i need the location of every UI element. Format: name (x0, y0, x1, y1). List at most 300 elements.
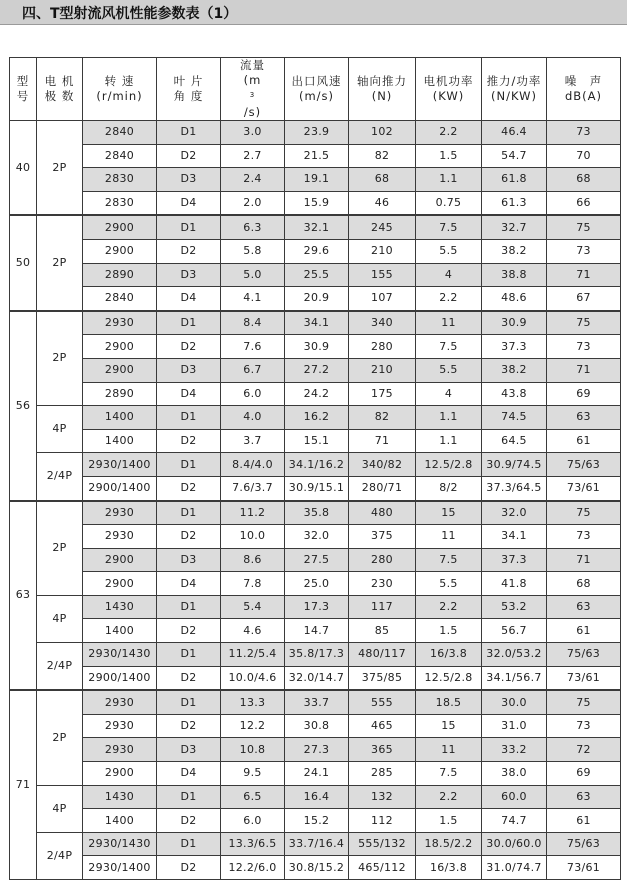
table-row (10, 690, 621, 714)
axial-thrust-cell: 375/85 (349, 666, 416, 690)
table-row (10, 666, 621, 690)
model-cell: 40 (10, 121, 37, 216)
thrust-per-power-cell: 64.5 (482, 429, 547, 453)
outlet-velocity-cell: 21.5 (285, 144, 349, 168)
thrust-per-power-cell: 37.3 (482, 548, 547, 572)
title-bar (0, 0, 627, 25)
performance-table (9, 57, 621, 880)
table-row (10, 287, 621, 311)
thrust-per-power-cell: 46.4 (482, 121, 547, 145)
axial-thrust-cell: 175 (349, 382, 416, 406)
motor-power-cell: 5.5 (416, 239, 482, 263)
flow-cell: 5.8 (221, 239, 285, 263)
motor-power-cell: 11 (416, 525, 482, 549)
blade-angle-cell: D1 (157, 311, 221, 335)
motor-power-cell: 2.2 (416, 287, 482, 311)
header-outlet-velocity: 出口风速 (m/s) (285, 58, 349, 121)
thrust-per-power-cell: 30.0/60.0 (482, 832, 547, 856)
thrust-per-power-cell: 32.0 (482, 501, 547, 525)
axial-thrust-cell: 245 (349, 215, 416, 239)
outlet-velocity-cell: 33.7 (285, 690, 349, 714)
speed-cell: 2830 (83, 191, 157, 215)
outlet-velocity-cell: 34.1/16.2 (285, 453, 349, 477)
axial-thrust-cell: 555 (349, 690, 416, 714)
noise-cell: 72 (547, 738, 621, 762)
outlet-velocity-cell: 25.5 (285, 263, 349, 287)
table-row (10, 501, 621, 525)
motor-power-cell: 1.1 (416, 168, 482, 192)
axial-thrust-cell: 340 (349, 311, 416, 335)
speed-cell: 2930 (83, 690, 157, 714)
outlet-velocity-cell: 30.9 (285, 335, 349, 359)
axial-thrust-cell: 230 (349, 572, 416, 596)
thrust-per-power-cell: 38.2 (482, 239, 547, 263)
speed-cell: 2930 (83, 525, 157, 549)
thrust-per-power-cell: 34.1/56.7 (482, 666, 547, 690)
thrust-per-power-cell: 31.0/74.7 (482, 856, 547, 880)
axial-thrust-cell: 280 (349, 548, 416, 572)
table-row (10, 762, 621, 786)
thrust-per-power-cell: 33.2 (482, 738, 547, 762)
motor-power-cell: 2.2 (416, 595, 482, 619)
thrust-per-power-cell: 53.2 (482, 595, 547, 619)
flow-cell: 7.6 (221, 335, 285, 359)
table-row (10, 215, 621, 239)
flow-cell: 6.0 (221, 809, 285, 833)
poles-cell: 2/4P (37, 643, 83, 691)
outlet-velocity-cell: 14.7 (285, 619, 349, 643)
motor-power-cell: 1.5 (416, 809, 482, 833)
speed-cell: 2900 (83, 548, 157, 572)
table-row (10, 619, 621, 643)
noise-cell: 75 (547, 501, 621, 525)
speed-cell: 2900 (83, 762, 157, 786)
noise-cell: 71 (547, 263, 621, 287)
axial-thrust-cell: 155 (349, 263, 416, 287)
motor-power-cell: 15 (416, 714, 482, 738)
noise-cell: 73 (547, 239, 621, 263)
speed-cell: 2900 (83, 239, 157, 263)
motor-power-cell: 12.5/2.8 (416, 666, 482, 690)
blade-angle-cell: D1 (157, 453, 221, 477)
motor-power-cell: 5.5 (416, 572, 482, 596)
outlet-velocity-cell: 24.1 (285, 762, 349, 786)
outlet-velocity-cell: 15.9 (285, 191, 349, 215)
table-row (10, 406, 621, 430)
axial-thrust-cell: 465/112 (349, 856, 416, 880)
speed-cell: 2830 (83, 168, 157, 192)
thrust-per-power-cell: 74.7 (482, 809, 547, 833)
thrust-per-power-cell: 38.8 (482, 263, 547, 287)
outlet-velocity-cell: 25.0 (285, 572, 349, 596)
flow-cell: 13.3/6.5 (221, 832, 285, 856)
flow-cell: 13.3 (221, 690, 285, 714)
flow-cell: 4.1 (221, 287, 285, 311)
axial-thrust-cell: 210 (349, 358, 416, 382)
outlet-velocity-cell: 15.1 (285, 429, 349, 453)
page-title: 四、T型射流风机性能参数表（1） (22, 6, 238, 22)
thrust-per-power-cell: 32.7 (482, 215, 547, 239)
thrust-per-power-cell: 30.0 (482, 690, 547, 714)
blade-angle-cell: D1 (157, 643, 221, 667)
motor-power-cell: 4 (416, 263, 482, 287)
blade-angle-cell: D4 (157, 762, 221, 786)
table-row (10, 856, 621, 880)
outlet-velocity-cell: 35.8/17.3 (285, 643, 349, 667)
motor-power-cell: 4 (416, 382, 482, 406)
motor-power-cell: 1.5 (416, 619, 482, 643)
flow-cell: 7.8 (221, 572, 285, 596)
thrust-per-power-cell: 56.7 (482, 619, 547, 643)
axial-thrust-cell: 132 (349, 785, 416, 809)
flow-cell: 3.0 (221, 121, 285, 145)
motor-power-cell: 12.5/2.8 (416, 453, 482, 477)
outlet-velocity-cell: 35.8 (285, 501, 349, 525)
blade-angle-cell: D1 (157, 785, 221, 809)
speed-cell: 1400 (83, 429, 157, 453)
noise-cell: 61 (547, 809, 621, 833)
thrust-per-power-cell: 38.0 (482, 762, 547, 786)
table-row (10, 239, 621, 263)
noise-cell: 75 (547, 215, 621, 239)
blade-angle-cell: D1 (157, 406, 221, 430)
blade-angle-cell: D2 (157, 619, 221, 643)
table-row (10, 832, 621, 856)
poles-cell: 2P (37, 311, 83, 406)
speed-cell: 2900 (83, 335, 157, 359)
header-blade-angle: 叶 片 角 度 (157, 58, 221, 121)
noise-cell: 73 (547, 714, 621, 738)
table-row (10, 525, 621, 549)
thrust-per-power-cell: 61.3 (482, 191, 547, 215)
noise-cell: 61 (547, 619, 621, 643)
speed-cell: 2930 (83, 738, 157, 762)
table-body (10, 121, 621, 880)
flow-cell: 12.2 (221, 714, 285, 738)
flow-cell: 6.3 (221, 215, 285, 239)
poles-cell: 2P (37, 215, 83, 310)
blade-angle-cell: D1 (157, 215, 221, 239)
speed-cell: 2900/1400 (83, 476, 157, 500)
table-row (10, 548, 621, 572)
motor-power-cell: 11 (416, 311, 482, 335)
blade-angle-cell: D2 (157, 429, 221, 453)
motor-power-cell: 2.2 (416, 785, 482, 809)
blade-angle-cell: D3 (157, 263, 221, 287)
blade-angle-cell: D4 (157, 287, 221, 311)
outlet-velocity-cell: 27.3 (285, 738, 349, 762)
motor-power-cell: 16/3.8 (416, 856, 482, 880)
thrust-per-power-cell: 31.0 (482, 714, 547, 738)
noise-cell: 73/61 (547, 856, 621, 880)
axial-thrust-cell: 71 (349, 429, 416, 453)
model-cell: 50 (10, 215, 37, 310)
axial-thrust-cell: 210 (349, 239, 416, 263)
header-poles: 电 机 极 数 (37, 58, 83, 121)
speed-cell: 2930/1400 (83, 453, 157, 477)
speed-cell: 2840 (83, 144, 157, 168)
noise-cell: 63 (547, 785, 621, 809)
speed-cell: 2900 (83, 572, 157, 596)
outlet-velocity-cell: 32.1 (285, 215, 349, 239)
speed-cell: 2840 (83, 287, 157, 311)
flow-cell: 4.0 (221, 406, 285, 430)
thrust-per-power-cell: 37.3 (482, 335, 547, 359)
noise-cell: 73 (547, 121, 621, 145)
noise-cell: 68 (547, 572, 621, 596)
noise-cell: 70 (547, 144, 621, 168)
axial-thrust-cell: 465 (349, 714, 416, 738)
outlet-velocity-cell: 23.9 (285, 121, 349, 145)
speed-cell: 2900 (83, 358, 157, 382)
blade-angle-cell: D4 (157, 191, 221, 215)
axial-thrust-cell: 375 (349, 525, 416, 549)
blade-angle-cell: D2 (157, 856, 221, 880)
axial-thrust-cell: 82 (349, 406, 416, 430)
outlet-velocity-cell: 27.5 (285, 548, 349, 572)
noise-cell: 69 (547, 762, 621, 786)
outlet-velocity-cell: 16.4 (285, 785, 349, 809)
flow-cell: 10.0/4.6 (221, 666, 285, 690)
flow-cell: 2.4 (221, 168, 285, 192)
noise-cell: 73 (547, 525, 621, 549)
poles-cell: 2P (37, 501, 83, 596)
motor-power-cell: 0.75 (416, 191, 482, 215)
motor-power-cell: 1.1 (416, 406, 482, 430)
flow-cell: 8.6 (221, 548, 285, 572)
thrust-per-power-cell: 34.1 (482, 525, 547, 549)
flow-cell: 7.6/3.7 (221, 476, 285, 500)
axial-thrust-cell: 365 (349, 738, 416, 762)
blade-angle-cell: D2 (157, 144, 221, 168)
axial-thrust-cell: 107 (349, 287, 416, 311)
thrust-per-power-cell: 54.7 (482, 144, 547, 168)
speed-cell: 1400 (83, 406, 157, 430)
flow-cell: 11.2 (221, 501, 285, 525)
speed-cell: 2900 (83, 215, 157, 239)
blade-angle-cell: D2 (157, 714, 221, 738)
axial-thrust-cell: 85 (349, 619, 416, 643)
thrust-per-power-cell: 30.9/74.5 (482, 453, 547, 477)
noise-cell: 61 (547, 429, 621, 453)
blade-angle-cell: D2 (157, 335, 221, 359)
noise-cell: 63 (547, 595, 621, 619)
outlet-velocity-cell: 30.9/15.1 (285, 476, 349, 500)
noise-cell: 66 (547, 191, 621, 215)
table-row (10, 476, 621, 500)
flow-cell: 10.0 (221, 525, 285, 549)
model-cell: 63 (10, 501, 37, 691)
table-row (10, 358, 621, 382)
table-row (10, 809, 621, 833)
axial-thrust-cell: 280 (349, 335, 416, 359)
motor-power-cell: 11 (416, 738, 482, 762)
table-row (10, 572, 621, 596)
axial-thrust-cell: 117 (349, 595, 416, 619)
blade-angle-cell: D2 (157, 809, 221, 833)
table-row (10, 144, 621, 168)
motor-power-cell: 7.5 (416, 335, 482, 359)
flow-cell: 2.0 (221, 191, 285, 215)
blade-angle-cell: D3 (157, 738, 221, 762)
flow-cell: 3.7 (221, 429, 285, 453)
thrust-per-power-cell: 74.5 (482, 406, 547, 430)
poles-cell: 4P (37, 406, 83, 453)
flow-cell: 12.2/6.0 (221, 856, 285, 880)
table-row (10, 168, 621, 192)
blade-angle-cell: D1 (157, 121, 221, 145)
flow-cell: 5.0 (221, 263, 285, 287)
motor-power-cell: 15 (416, 501, 482, 525)
outlet-velocity-cell: 29.6 (285, 239, 349, 263)
blade-angle-cell: D4 (157, 572, 221, 596)
noise-cell: 75/63 (547, 643, 621, 667)
table-row (10, 335, 621, 359)
table-row (10, 595, 621, 619)
poles-cell: 2/4P (37, 453, 83, 501)
motor-power-cell: 8/2 (416, 476, 482, 500)
blade-angle-cell: D4 (157, 382, 221, 406)
axial-thrust-cell: 46 (349, 191, 416, 215)
axial-thrust-cell: 480/117 (349, 643, 416, 667)
table-row (10, 311, 621, 335)
thrust-per-power-cell: 60.0 (482, 785, 547, 809)
motor-power-cell: 7.5 (416, 548, 482, 572)
thrust-per-power-cell: 32.0/53.2 (482, 643, 547, 667)
outlet-velocity-cell: 33.7/16.4 (285, 832, 349, 856)
outlet-velocity-cell: 30.8 (285, 714, 349, 738)
model-cell: 56 (10, 311, 37, 501)
thrust-per-power-cell: 61.8 (482, 168, 547, 192)
flow-cell: 10.8 (221, 738, 285, 762)
motor-power-cell: 5.5 (416, 358, 482, 382)
blade-angle-cell: D2 (157, 476, 221, 500)
axial-thrust-cell: 555/132 (349, 832, 416, 856)
motor-power-cell: 7.5 (416, 762, 482, 786)
speed-cell: 2930 (83, 311, 157, 335)
flow-cell: 9.5 (221, 762, 285, 786)
blade-angle-cell: D3 (157, 548, 221, 572)
noise-cell: 67 (547, 287, 621, 311)
model-cell: 71 (10, 690, 37, 879)
header-motor-power: 电机功率 (KW) (416, 58, 482, 121)
speed-cell: 2930/1430 (83, 643, 157, 667)
noise-cell: 73 (547, 335, 621, 359)
motor-power-cell: 7.5 (416, 215, 482, 239)
motor-power-cell: 1.1 (416, 429, 482, 453)
speed-cell: 2900/1400 (83, 666, 157, 690)
header-axial-thrust: 轴向推力 (N) (349, 58, 416, 121)
axial-thrust-cell: 340/82 (349, 453, 416, 477)
flow-cell: 6.5 (221, 785, 285, 809)
table-row (10, 738, 621, 762)
flow-cell: 2.7 (221, 144, 285, 168)
table-row (10, 785, 621, 809)
header-flow: 流量 (m $^3$ /s) (221, 58, 285, 121)
noise-cell: 71 (547, 358, 621, 382)
outlet-velocity-cell: 20.9 (285, 287, 349, 311)
outlet-velocity-cell: 19.1 (285, 168, 349, 192)
motor-power-cell: 18.5 (416, 690, 482, 714)
speed-cell: 2930/1430 (83, 832, 157, 856)
speed-cell: 1430 (83, 595, 157, 619)
noise-cell: 75 (547, 311, 621, 335)
noise-cell: 75/63 (547, 453, 621, 477)
speed-cell: 2890 (83, 382, 157, 406)
noise-cell: 68 (547, 168, 621, 192)
poles-cell: 4P (37, 595, 83, 642)
noise-cell: 71 (547, 548, 621, 572)
noise-cell: 73/61 (547, 476, 621, 500)
poles-cell: 4P (37, 785, 83, 832)
noise-cell: 75 (547, 690, 621, 714)
table-row (10, 191, 621, 215)
speed-cell: 2930/1400 (83, 856, 157, 880)
thrust-per-power-cell: 41.8 (482, 572, 547, 596)
flow-cell: 11.2/5.4 (221, 643, 285, 667)
axial-thrust-cell: 102 (349, 121, 416, 145)
outlet-velocity-cell: 32.0 (285, 525, 349, 549)
table-row (10, 382, 621, 406)
speed-cell: 1430 (83, 785, 157, 809)
table-header-row (10, 58, 621, 121)
noise-cell: 69 (547, 382, 621, 406)
motor-power-cell: 1.5 (416, 144, 482, 168)
flow-cell: 5.4 (221, 595, 285, 619)
table-row (10, 429, 621, 453)
table-row (10, 453, 621, 477)
blade-angle-cell: D2 (157, 239, 221, 263)
thrust-per-power-cell: 43.8 (482, 382, 547, 406)
table-row (10, 643, 621, 667)
blade-angle-cell: D3 (157, 358, 221, 382)
flow-cell: 8.4/4.0 (221, 453, 285, 477)
outlet-velocity-cell: 34.1 (285, 311, 349, 335)
header-speed: 转 速 (r/min) (83, 58, 157, 121)
flow-cell: 8.4 (221, 311, 285, 335)
outlet-velocity-cell: 16.2 (285, 406, 349, 430)
header-thrust-per-power: 推力/功率 (N/KW) (482, 58, 547, 121)
motor-power-cell: 2.2 (416, 121, 482, 145)
noise-cell: 75/63 (547, 832, 621, 856)
table-row (10, 121, 621, 145)
speed-cell: 2930 (83, 714, 157, 738)
speed-cell: 1400 (83, 619, 157, 643)
blade-angle-cell: D1 (157, 501, 221, 525)
outlet-velocity-cell: 32.0/14.7 (285, 666, 349, 690)
axial-thrust-cell: 112 (349, 809, 416, 833)
thrust-per-power-cell: 30.9 (482, 311, 547, 335)
outlet-velocity-cell: 17.3 (285, 595, 349, 619)
flow-cell: 6.7 (221, 358, 285, 382)
speed-cell: 2890 (83, 263, 157, 287)
table-row (10, 714, 621, 738)
speed-cell: 1400 (83, 809, 157, 833)
motor-power-cell: 16/3.8 (416, 643, 482, 667)
speed-cell: 2840 (83, 121, 157, 145)
axial-thrust-cell: 280/71 (349, 476, 416, 500)
poles-cell: 2P (37, 121, 83, 216)
poles-cell: 2P (37, 690, 83, 785)
thrust-per-power-cell: 37.3/64.5 (482, 476, 547, 500)
blade-angle-cell: D2 (157, 666, 221, 690)
axial-thrust-cell: 480 (349, 501, 416, 525)
thrust-per-power-cell: 38.2 (482, 358, 547, 382)
outlet-velocity-cell: 15.2 (285, 809, 349, 833)
speed-cell: 2930 (83, 501, 157, 525)
outlet-velocity-cell: 30.8/15.2 (285, 856, 349, 880)
axial-thrust-cell: 68 (349, 168, 416, 192)
